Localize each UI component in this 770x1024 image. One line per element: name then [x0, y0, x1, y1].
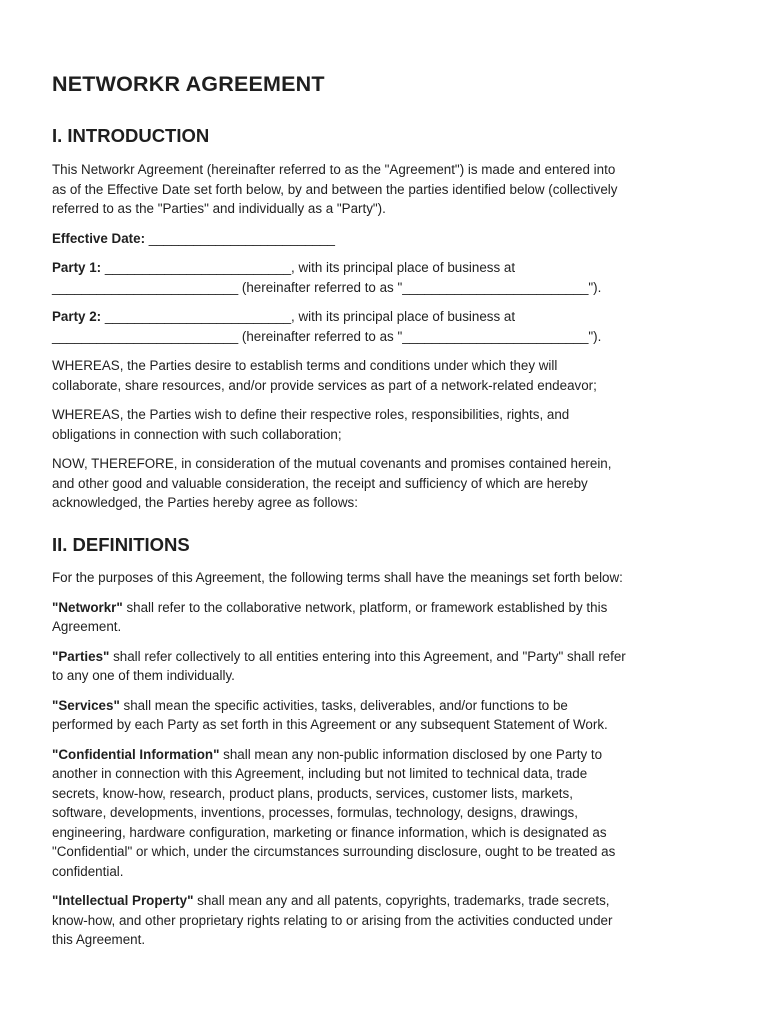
party1-paragraph: [52, 258, 724, 297]
definitions-body: [52, 568, 724, 960]
text-line: obligations in connection with such collaboration;: [52, 426, 342, 442]
definition-text: know-how, and other proprietary rights relating to or arising from the activities conducted under: [52, 912, 613, 928]
term-networkr: "Networkr": [52, 599, 123, 615]
definition-text: shall refer to the collaborative network, platform, or framework established by this: [122, 599, 608, 615]
party2-label: Party 2:: [52, 309, 102, 324]
term-services: "Services": [52, 697, 120, 713]
text-line: WHEREAS, the Parties wish to define their respective roles, responsibilities, rights, and: [52, 407, 570, 422]
text-line: This Networkr Agreement (hereinafter referred to as the "Agreement") is made and entered into: [52, 162, 616, 177]
term-intellectual-property: "Intellectual Property": [52, 893, 194, 908]
intro-paragraph: [52, 160, 724, 219]
definition-text: "Confidential" or which, under the circumstances surrounding disclosure, ought to be treated as: [52, 844, 616, 859]
party1-line1: _________________________, with its principal place of business at: [101, 260, 516, 275]
definition-text: shall mean any and all patents, copyrights, trademarks, trade secrets,: [193, 893, 610, 908]
definition-text: engineering, hardware configuration, marketing or finance information, which is designated as: [52, 824, 607, 840]
introduction-heading: I. INTRODUCTION: [52, 125, 210, 146]
definition-services: [52, 696, 724, 735]
term-parties: "Parties": [52, 648, 110, 664]
text-line: and other good and valuable consideration, the receipt and sufficiency of which are hereby: [52, 475, 588, 491]
now-therefore-paragraph: [52, 454, 724, 513]
definition-confidential-information: [52, 745, 724, 882]
text-line: as of the Effective Date set forth below, by and between the parties identified below (collectively: [52, 181, 618, 197]
definition-text: confidential.: [52, 863, 124, 879]
party1-label: Party 1:: [52, 260, 102, 275]
party2-line2: _________________________ (hereinafter referred to as "_________________________").: [52, 328, 602, 344]
term-confidential-information: "Confidential Information": [52, 746, 220, 762]
definition-text: software, developments, inventions, processes, formulas, technology, designs, drawings,: [52, 805, 578, 820]
effective-date-label: Effective Date:: [52, 230, 146, 246]
whereas-paragraph-1: [52, 356, 724, 395]
definition-text: Agreement.: [52, 619, 122, 634]
effective-date-line: [52, 229, 724, 249]
party2-paragraph: [52, 307, 724, 346]
text-line: collaborate, share resources, and/or provide services as part of a network-related endeavor;: [52, 377, 597, 393]
definitions-intro: [52, 568, 724, 588]
definition-networkr: [52, 598, 724, 637]
document-title: NETWORKR AGREEMENT: [52, 72, 325, 96]
whereas-paragraph-2: [52, 405, 724, 444]
text-line: referred to as the "Parties" and individually as a "Party").: [52, 201, 386, 216]
introduction-body: [52, 160, 724, 523]
party2-line1: _________________________, with its principal place of business at: [101, 309, 516, 324]
definition-text: to any one of them individually.: [52, 668, 235, 683]
definitions-heading: II. DEFINITIONS: [52, 534, 190, 555]
definition-text: shall mean any non-public information disclosed by one Party to: [219, 746, 603, 762]
definition-text: shall mean the specific activities, tasks, deliverables, and/or functions to be: [119, 697, 568, 713]
text-line: For the purposes of this Agreement, the following terms shall have the meanings set forth below:: [52, 570, 623, 585]
text-line: NOW, THEREFORE, in consideration of the mutual covenants and promises contained herein,: [52, 456, 612, 471]
definition-parties: [52, 647, 724, 686]
definition-text: shall refer collectively to all entities entering into this Agreement, and "Party" shall refer: [109, 648, 626, 664]
effective-date-blank: _________________________: [145, 230, 335, 246]
definition-text: performed by each Party as set forth in this Agreement or any subsequent Statement of Work.: [52, 717, 608, 732]
definition-text: another in connection with this Agreement, including but not limited to technical data, trade: [52, 766, 588, 781]
definition-intellectual-property: [52, 891, 724, 950]
definition-text: secrets, know-how, research, product plans, products, services, customer lists, markets,: [52, 785, 573, 801]
text-line: WHEREAS, the Parties desire to establish terms and conditions under which they will: [52, 358, 558, 373]
text-line: acknowledged, the Parties hereby agree as follows:: [52, 495, 358, 510]
definition-text: this Agreement.: [52, 932, 146, 947]
party1-line2: _________________________ (hereinafter referred to as "_________________________").: [52, 279, 602, 295]
